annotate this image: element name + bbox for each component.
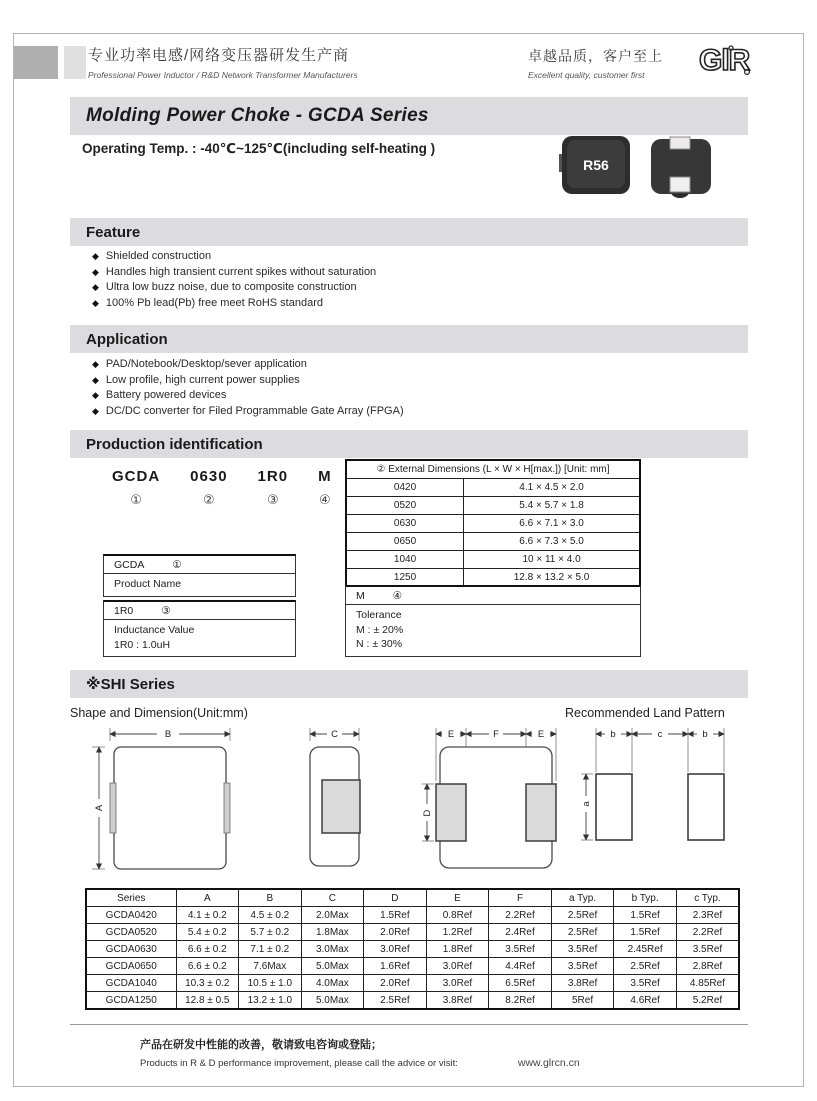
table-cell: D bbox=[364, 889, 427, 907]
table-cell: 6.5Ref bbox=[489, 975, 552, 992]
dimension-label-A: A bbox=[94, 804, 105, 812]
table-cell: 2.5Ref bbox=[551, 907, 614, 924]
box-code: GCDA bbox=[114, 558, 145, 571]
application-heading-text: Application bbox=[86, 330, 168, 348]
section-header-feature bbox=[70, 218, 748, 246]
table-cell: 1250 bbox=[346, 569, 464, 588]
part-code-GCDA bbox=[112, 468, 160, 508]
table-cell: 4.5 ± 0.2 bbox=[239, 907, 302, 924]
list-item-text: PAD/Notebook/Desktop/sever application bbox=[105, 358, 307, 370]
footer-note-english: Products in R & D performance improvement, please call the advice or visit: bbox=[140, 1058, 458, 1069]
table-cell: GCDA0650 bbox=[86, 958, 176, 975]
table-header-row bbox=[346, 460, 640, 479]
table-cell: 2.5Ref bbox=[364, 992, 427, 1010]
side-view-diagram bbox=[296, 726, 368, 886]
diamond-bullet-icon: ◆ bbox=[92, 297, 99, 308]
diamond-bullet-icon: ◆ bbox=[92, 390, 99, 400]
table-cell: E bbox=[426, 889, 489, 907]
slogan-english: Excellent quality, customer first bbox=[528, 70, 645, 80]
dimension-label-B: B bbox=[164, 729, 172, 740]
table-cell: 1040 bbox=[346, 551, 464, 569]
table-cell: 2.4Ref bbox=[489, 924, 552, 941]
table-cell: 12.8 × 13.2 × 5.0 bbox=[464, 569, 640, 588]
list-item-text: Low profile, high current power supplies bbox=[105, 373, 300, 386]
table-cell: 10.3 ± 0.2 bbox=[176, 975, 239, 992]
list-item-text: DC/DC converter for Filed Programmable Gate Array (FPGA) bbox=[105, 404, 404, 417]
company-logo-icon bbox=[695, 40, 755, 82]
table-cell: 6.6 × 7.3 × 5.0 bbox=[464, 533, 640, 551]
list-item-text: Handles high transient current spikes without saturation bbox=[105, 265, 377, 278]
dimension-label-c: c bbox=[657, 729, 663, 740]
dimension-label-C: C bbox=[331, 729, 338, 740]
list-item bbox=[356, 608, 636, 623]
company-slogan bbox=[528, 46, 663, 80]
table-cell: 4.6Ref bbox=[614, 992, 677, 1010]
table-cell: 3.5Ref bbox=[489, 941, 552, 958]
inductance-value-box bbox=[103, 600, 296, 657]
list-item-text: Shielded construction bbox=[105, 250, 212, 262]
top-view-diagram bbox=[90, 726, 245, 886]
shi-series-heading-text: ※SHI Series bbox=[86, 676, 175, 693]
table-cell: 5.0Max bbox=[301, 992, 364, 1010]
box-lines bbox=[104, 620, 295, 656]
table-row bbox=[86, 907, 739, 924]
table-cell: 0420 bbox=[346, 479, 464, 497]
table-cell: 3.0Ref bbox=[426, 975, 489, 992]
diamond-bullet-icon: ◆ bbox=[92, 359, 99, 369]
table-row bbox=[346, 551, 640, 569]
table-cell: 2.8Ref bbox=[676, 958, 739, 975]
list-item bbox=[114, 577, 291, 592]
list-item-text: Ultra low buzz noise, due to composite construction bbox=[105, 281, 357, 293]
table-cell: 4.0Max bbox=[301, 975, 364, 992]
list-item-text: Product Name bbox=[114, 578, 182, 590]
company-name-chinese: 专业功率电感/网络变压器研发生产商 bbox=[88, 47, 350, 64]
table-cell: 3.8Ref bbox=[426, 992, 489, 1010]
diamond-bullet-icon: ◆ bbox=[92, 251, 99, 261]
land-pad-right bbox=[688, 774, 724, 840]
box-lines bbox=[346, 605, 640, 656]
external-dimensions-table bbox=[345, 459, 641, 588]
table-row bbox=[86, 975, 739, 992]
table-cell: 3.0Ref bbox=[364, 941, 427, 958]
table-cell: 3.5Ref bbox=[551, 958, 614, 975]
table-row bbox=[346, 497, 640, 515]
company-name-english: Professional Power Inductor / R&D Network Transformer Manufacturers bbox=[88, 70, 358, 80]
part-code-1R0 bbox=[258, 468, 289, 508]
table-cell: 0.8Ref bbox=[426, 907, 489, 924]
table-cell: c Typ. bbox=[676, 889, 739, 907]
table-cell: 12.8 ± 0.5 bbox=[176, 992, 239, 1010]
list-item-text: N : ± 30% bbox=[356, 638, 403, 650]
list-item bbox=[92, 357, 404, 373]
table-cell: C bbox=[301, 889, 364, 907]
table-cell: 5.0Max bbox=[301, 958, 364, 975]
table-cell: 4.85Ref bbox=[676, 975, 739, 992]
box-number-badge: ① bbox=[172, 558, 182, 571]
land-pattern-diagram bbox=[578, 726, 730, 860]
table-cell: 5Ref bbox=[551, 992, 614, 1010]
table-cell: 3.5Ref bbox=[614, 975, 677, 992]
table-cell: GCDA0420 bbox=[86, 907, 176, 924]
product-photo-bottom bbox=[648, 136, 716, 200]
list-item-text: 100% Pb lead(Pb) free meet RoHS standard bbox=[105, 296, 323, 309]
table-row bbox=[346, 533, 640, 551]
table-cell: 2.0Max bbox=[301, 907, 364, 924]
table-cell: 13.2 ± 1.0 bbox=[239, 992, 302, 1010]
part-number-badge: ① bbox=[130, 492, 142, 507]
box-lines bbox=[104, 574, 295, 596]
table-cell: 7.6Max bbox=[239, 958, 302, 975]
table-cell: 3.5Ref bbox=[551, 941, 614, 958]
part-number-badge: ④ bbox=[319, 492, 331, 507]
table-cell: 10.5 ± 1.0 bbox=[239, 975, 302, 992]
section-header-shi-series bbox=[70, 670, 748, 698]
part-code-text: GCDA bbox=[112, 468, 161, 485]
application-list bbox=[92, 357, 404, 419]
feature-heading-text: Feature bbox=[86, 223, 141, 241]
table-cell: 6.6 ± 0.2 bbox=[176, 958, 239, 975]
table-cell: 1.8Max bbox=[301, 924, 364, 941]
box-number-badge: ④ bbox=[392, 589, 403, 602]
table-cell: F bbox=[489, 889, 552, 907]
land-pattern-caption: Recommended Land Pattern bbox=[565, 706, 725, 720]
feature-list bbox=[92, 249, 376, 311]
operating-temp-line: Operating Temp. : -40℃~125℃(including self-heating ) bbox=[82, 141, 436, 156]
shi-series-spec-table bbox=[85, 888, 740, 1010]
table-row bbox=[86, 941, 739, 958]
table-cell: GCDA1250 bbox=[86, 992, 176, 1010]
header-deco-square-dark bbox=[14, 46, 58, 79]
table-cell: 10 × 11 × 4.0 bbox=[464, 551, 640, 569]
dimension-label-F: F bbox=[493, 729, 499, 740]
table-cell: 2.0Ref bbox=[364, 924, 427, 941]
table-cell: Series bbox=[86, 889, 176, 907]
table-cell: b Typ. bbox=[614, 889, 677, 907]
part-code-M bbox=[318, 468, 332, 508]
table-cell: 2.5Ref bbox=[614, 958, 677, 975]
table-cell: 2.45Ref bbox=[614, 941, 677, 958]
terminal-pad-top bbox=[670, 137, 690, 149]
pad-right bbox=[526, 784, 556, 841]
table-cell: 3.0Ref bbox=[426, 958, 489, 975]
list-item-text: Tolerance bbox=[356, 609, 402, 621]
page-title bbox=[70, 97, 748, 135]
table-cell: B bbox=[239, 889, 302, 907]
table-cell: 5.4 ± 0.2 bbox=[176, 924, 239, 941]
company-header bbox=[88, 44, 358, 80]
section-header-application bbox=[70, 325, 748, 353]
diamond-bullet-icon: ◆ bbox=[92, 374, 99, 385]
table-cell: 0630 bbox=[346, 515, 464, 533]
table-cell: 1.5Ref bbox=[364, 907, 427, 924]
part-code-text: M bbox=[318, 468, 332, 485]
table-cell: 3.5Ref bbox=[676, 941, 739, 958]
tolerance-box bbox=[345, 585, 641, 657]
product-marking-label: R56 bbox=[583, 157, 609, 173]
production-identification-heading-text: Production identification bbox=[86, 435, 263, 453]
list-item bbox=[92, 388, 404, 404]
table-cell: 6.6 ± 0.2 bbox=[176, 941, 239, 958]
dimension-label-a: a bbox=[581, 801, 592, 807]
footer-divider bbox=[70, 1024, 748, 1025]
list-item-text: Battery powered devices bbox=[105, 389, 227, 401]
footer-note-chinese: 产品在研发中性能的改善，敬请致电咨询或登陆； bbox=[140, 1039, 382, 1051]
table-cell: 6.6 × 7.1 × 3.0 bbox=[464, 515, 640, 533]
part-number-badge: ② bbox=[203, 492, 215, 507]
table-cell: 2.3Ref bbox=[676, 907, 739, 924]
header-deco-square-light bbox=[64, 46, 86, 79]
box-code: 1R0 bbox=[114, 604, 134, 617]
terminal-pad-bottom bbox=[670, 177, 690, 192]
part-code-text: 0630 bbox=[190, 468, 228, 485]
list-item bbox=[92, 404, 404, 420]
diamond-bullet-icon: ◆ bbox=[92, 266, 99, 277]
list-item bbox=[92, 265, 376, 281]
table-cell: 1.2Ref bbox=[426, 924, 489, 941]
table-row bbox=[86, 924, 739, 941]
footer bbox=[140, 1036, 580, 1069]
box-title-row bbox=[346, 587, 640, 605]
list-item-text: Inductance Value bbox=[114, 624, 195, 636]
footer-website: www.glrcn.cn bbox=[517, 1057, 580, 1069]
table-cell: 8.2Ref bbox=[489, 992, 552, 1010]
box-code: M bbox=[356, 589, 365, 602]
list-item bbox=[92, 280, 376, 296]
table-cell: 5.7 ± 0.2 bbox=[239, 924, 302, 941]
dimension-label-b-right: b bbox=[702, 729, 708, 740]
table-cell: 1.6Ref bbox=[364, 958, 427, 975]
page-title-text: Molding Power Choke - GCDA Series bbox=[86, 105, 429, 126]
table-cell: 7.1 ± 0.2 bbox=[239, 941, 302, 958]
diamond-bullet-icon: ◆ bbox=[92, 405, 99, 416]
table-cell: 5.4 × 5.7 × 1.8 bbox=[464, 497, 640, 515]
table-cell: 0520 bbox=[346, 497, 464, 515]
list-item bbox=[92, 249, 376, 265]
table-row bbox=[86, 992, 739, 1010]
table-cell: a Typ. bbox=[551, 889, 614, 907]
table-cell: 0650 bbox=[346, 533, 464, 551]
table-cell: 2.2Ref bbox=[676, 924, 739, 941]
table-row bbox=[86, 889, 739, 907]
pad-left bbox=[436, 784, 466, 841]
list-item bbox=[356, 637, 636, 652]
table-cell: GCDA0520 bbox=[86, 924, 176, 941]
terminal-side bbox=[322, 780, 360, 833]
diamond-bullet-icon: ◆ bbox=[92, 282, 99, 292]
box-title-row bbox=[104, 556, 295, 574]
list-item-text: 1R0 : 1.0uH bbox=[114, 638, 171, 651]
dimension-label-E-right: E bbox=[537, 729, 545, 740]
product-name-box bbox=[103, 554, 296, 597]
land-pad-left bbox=[596, 774, 632, 840]
section-header-production-identification bbox=[70, 430, 748, 458]
product-photo-top bbox=[558, 134, 634, 200]
dimension-label-E-left: E bbox=[447, 729, 455, 740]
table-cell: 3.8Ref bbox=[551, 975, 614, 992]
table-cell: 2.0Ref bbox=[364, 975, 427, 992]
slogan-chinese: 卓越品质，客户至上 bbox=[528, 48, 663, 64]
table-cell: 5.2Ref bbox=[676, 992, 739, 1010]
table-cell: 3.0Max bbox=[301, 941, 364, 958]
table-cell: GCDA0630 bbox=[86, 941, 176, 958]
table-cell: A bbox=[176, 889, 239, 907]
list-item bbox=[92, 296, 376, 312]
shape-dimension-caption: Shape and Dimension(Unit:mm) bbox=[70, 706, 248, 720]
table-cell: 4.4Ref bbox=[489, 958, 552, 975]
dimension-label-D: D bbox=[422, 809, 433, 817]
table-cell: 1.5Ref bbox=[614, 924, 677, 941]
table-row bbox=[346, 479, 640, 497]
bottom-view-diagram bbox=[420, 726, 562, 886]
table-cell: 4.1 ± 0.2 bbox=[176, 907, 239, 924]
component-body-outline bbox=[114, 747, 226, 869]
list-item bbox=[114, 623, 291, 638]
terminal-right bbox=[224, 783, 230, 833]
list-item-text: M : ± 20% bbox=[356, 623, 404, 636]
box-title-row bbox=[104, 602, 295, 620]
list-item bbox=[114, 638, 291, 653]
dimension-label-b-left: b bbox=[610, 729, 616, 740]
external-dimensions-header: ② External Dimensions (L × W × H[max.]) [Unit: mm] bbox=[346, 460, 640, 479]
list-item bbox=[356, 623, 636, 638]
part-number-badge: ③ bbox=[266, 492, 279, 507]
list-item bbox=[92, 373, 404, 389]
logo-text: GlR bbox=[699, 44, 750, 77]
table-row bbox=[346, 515, 640, 533]
part-number-breakdown bbox=[112, 468, 332, 508]
table-cell: 2.2Ref bbox=[489, 907, 552, 924]
table-cell: 1.5Ref bbox=[614, 907, 677, 924]
terminal-left bbox=[110, 783, 116, 833]
part-code-text: 1R0 bbox=[257, 468, 289, 485]
table-cell: 2.5Ref bbox=[551, 924, 614, 941]
table-row bbox=[86, 958, 739, 975]
table-cell: GCDA1040 bbox=[86, 975, 176, 992]
table-cell: 1.8Ref bbox=[426, 941, 489, 958]
part-code-0630 bbox=[190, 468, 227, 508]
box-number-badge: ③ bbox=[161, 604, 171, 617]
table-cell: 4.1 × 4.5 × 2.0 bbox=[464, 479, 640, 497]
